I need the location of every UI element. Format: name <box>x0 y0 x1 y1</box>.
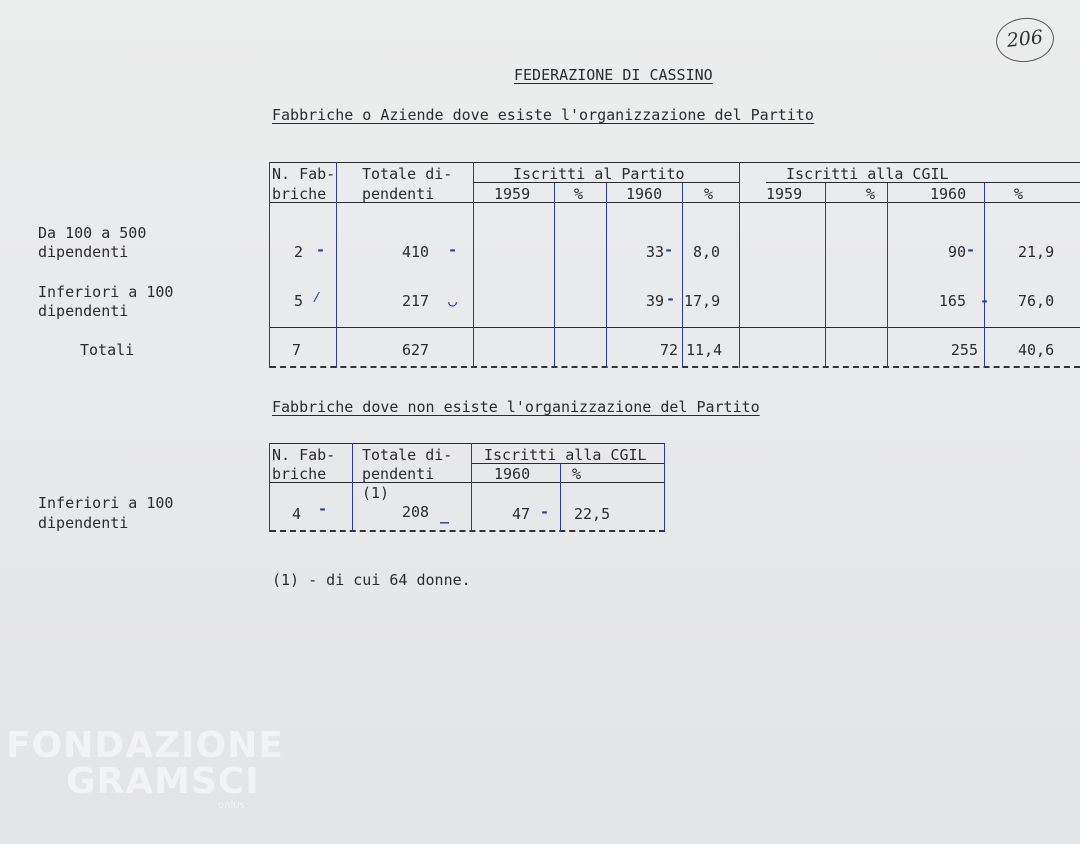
row3-partito-pct: 11,4 <box>686 341 723 359</box>
row2-nfab: 5 <box>294 292 304 310</box>
check-mark-icon: _ <box>440 506 450 524</box>
check-mark-icon: - <box>540 503 550 521</box>
row1-nfab: 2 <box>294 243 304 261</box>
t2-header-pct: % <box>572 465 582 483</box>
document-title: FEDERAZIONE DI CASSINO <box>514 66 713 84</box>
row2-label-2: dipendenti <box>38 302 129 320</box>
t2-header-totale-1: Totale di- <box>362 446 453 464</box>
watermark-line2: GRAMSCI <box>66 761 260 802</box>
t2-header-nfab-2: briche <box>272 465 327 483</box>
t2-row-label-2: dipendenti <box>38 514 129 532</box>
row1-totale: 410 <box>402 243 430 261</box>
header-partito-pct1: % <box>574 185 584 203</box>
check-mark-icon: - <box>448 241 458 259</box>
t2-header-totale-2: pendenti <box>362 465 435 483</box>
row1-label-1: Da 100 a 500 <box>38 224 147 242</box>
check-mark-icon: ◡ <box>448 292 458 310</box>
check-mark-icon: - <box>666 290 676 308</box>
header-partito-1960: 1960 <box>626 185 663 203</box>
header-partito-pct2: % <box>704 185 714 203</box>
header-iscritti-cgil: Iscritti alla CGIL <box>786 165 949 183</box>
row3-cgil-1960: 255 <box>950 341 978 359</box>
row3-partito-1960: 72 <box>659 341 678 359</box>
section1-heading: Fabbriche o Aziende dove esiste l'organizzazione del Partito <box>272 106 814 124</box>
header-partito-1959: 1959 <box>494 185 531 203</box>
row2-totale: 217 <box>402 292 430 310</box>
row2-label-1: Inferiori a 100 <box>38 283 174 301</box>
t2-footnote-ref: (1) <box>362 484 390 502</box>
section2-heading: Fabbriche dove non esiste l'organizzazione del Partito <box>272 398 760 416</box>
check-mark-icon: - <box>966 241 976 259</box>
row3-cgil-pct: 40,6 <box>1018 341 1055 359</box>
header-nfab-1: N. Fab- <box>272 165 336 183</box>
row3-totale: 627 <box>402 341 430 359</box>
page-number-stamp: 206 <box>994 15 1056 65</box>
row2-cgil-1960: 165 <box>938 292 966 310</box>
header-cgil-1960: 1960 <box>930 185 967 203</box>
watermark-line3: onlus <box>218 800 245 811</box>
row1-cgil-1960: 90 <box>947 243 966 261</box>
row2-cgil-pct: 76,0 <box>1018 292 1055 310</box>
header-cgil-pct1: % <box>866 185 876 203</box>
row1-partito-1960: 33 <box>645 243 664 261</box>
t2-row-cgil-pct: 22,5 <box>574 505 611 523</box>
t2-row-totale: 208 <box>402 503 430 521</box>
header-totale-1: Totale di- <box>362 165 453 183</box>
row1-partito-pct: 8,0 <box>693 243 721 261</box>
row3-label: Totali <box>80 341 135 359</box>
check-mark-icon: - <box>316 241 326 259</box>
t2-row-nfab: 4 <box>292 505 302 523</box>
check-mark-icon: ⁄ <box>312 288 322 306</box>
t2-header-nfab-1: N. Fab- <box>272 446 336 464</box>
row2-partito-pct: 17,9 <box>684 292 721 310</box>
t2-header-iscritti-cgil: Iscritti alla CGIL <box>484 446 647 464</box>
row1-label-2: dipendenti <box>38 243 129 261</box>
check-mark-icon: - <box>980 292 990 310</box>
row1-cgil-pct: 21,9 <box>1018 243 1055 261</box>
header-nfab-2: briche <box>272 185 327 203</box>
t2-row-label-1: Inferiori a 100 <box>38 494 174 512</box>
header-cgil-1959: 1959 <box>766 185 803 203</box>
foundation-watermark <box>6 725 284 812</box>
row3-nfab: 7 <box>292 341 302 359</box>
header-cgil-pct2: % <box>1014 185 1024 203</box>
t2-header-1960: 1960 <box>494 465 531 483</box>
row2-partito-1960: 39 <box>645 292 664 310</box>
watermark-line1: FONDAZIONE <box>6 725 284 766</box>
footnote: (1) - di cui 64 donne. <box>272 571 471 589</box>
check-mark-icon: - <box>664 241 674 259</box>
check-mark-icon: - <box>318 500 328 518</box>
header-totale-2: pendenti <box>362 185 435 203</box>
t2-row-cgil-1960: 47 <box>512 505 531 523</box>
header-iscritti-partito: Iscritti al Partito <box>513 165 685 183</box>
